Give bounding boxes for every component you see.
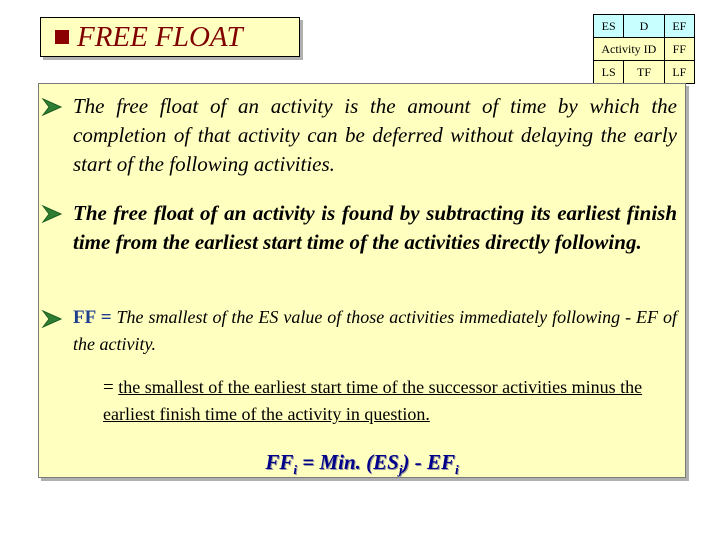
formula-mid-sub: j [398,462,403,478]
page-title: FREE FLOAT [77,20,243,53]
legend-lf: LF [664,61,694,84]
legend-d: D [624,15,664,38]
ff-definition [103,374,681,427]
free-float-formula [39,450,685,478]
ff-description: The smallest of the ES value of those activities immediately following - EF of the activity. [73,307,678,354]
legend-ls: LS [594,61,624,84]
legend-ff: FF [664,38,694,61]
arrow-bullet-icon [39,200,67,228]
legend-ef: EF [664,15,694,38]
definition-equals: = [103,377,114,398]
arrow-bullet-icon [39,93,67,121]
content-box [38,83,686,478]
legend-es: ES [594,15,624,38]
formula-rhs-sub: i [454,462,459,478]
point-text [73,304,677,357]
arrow-bullet-icon [39,305,67,333]
point-text: The free float of an activity is found by subtracting its earliest finish time from the earliest start time of the activities directly following. [73,201,677,254]
ff-label: FF = [73,307,112,328]
definition-text: the smallest of the earliest start time of the successor activities minus the earliest finish time of the activity in question. [103,377,643,424]
formula-mid: = Min. (ES [297,450,399,474]
activity-node-legend [593,14,695,84]
formula-lhs: FF [265,450,294,474]
legend-tf: TF [624,61,664,84]
square-bullet-icon [55,30,69,44]
formula-lhs-sub: i [293,462,298,478]
point-text: The free float of an activity is the amount of time by which the completion of that activity can be deferred without delaying the early start of the following activities. [73,94,677,176]
title-banner [40,17,300,57]
legend-activity-id: Activity ID [594,38,665,61]
formula-rhs: ) - EF [402,450,455,474]
